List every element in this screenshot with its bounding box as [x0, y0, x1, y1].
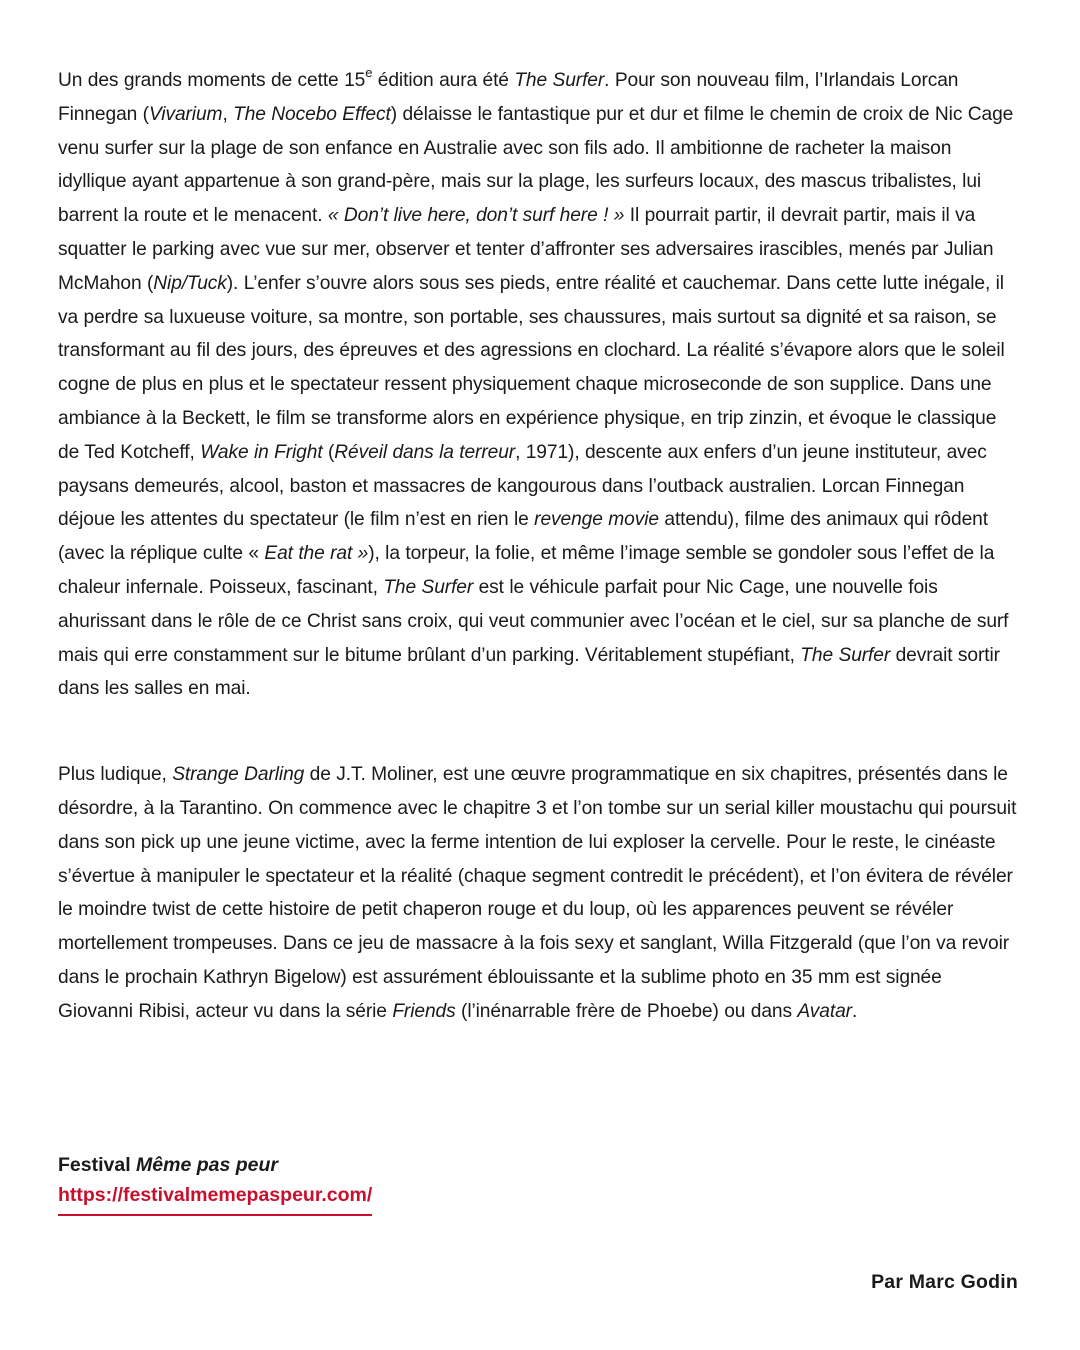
- text-run: devrait sortir dans les salles en mai.: [58, 644, 1000, 700]
- text-run: Il pourrait partir, il devrait partir, mais il va squatter le parking avec vue sur mer, observer et tenter d’affronter ses adversaires irascibles, menés par Julian McMahon (: [58, 205, 994, 294]
- text-run: ), la torpeur, la folie, et même l’image semble se gondoler sous l’effet de la chaleur infernale. Poisseux, fascinant,: [58, 543, 995, 598]
- superscript: e: [365, 64, 373, 80]
- italic-title: Strange Darling: [172, 764, 305, 786]
- italic-title: Réveil dans la terreur: [334, 441, 516, 463]
- italic-title: Wake in Fright: [200, 441, 323, 463]
- italic-title: The Surfer: [383, 576, 474, 598]
- paragraph-strange-darling: [58, 758, 1020, 1028]
- italic-title: Vivarium: [148, 103, 223, 125]
- text-run: édition aura été: [372, 70, 515, 91]
- italic-title: Eat the rat »: [264, 543, 369, 565]
- italic-title: revenge movie: [534, 509, 659, 531]
- text-run: ,: [222, 103, 234, 125]
- text-run: attendu), filme des animaux qui rôdent (avec la réplique culte «: [58, 509, 988, 565]
- festival-prefix: Festival: [58, 1154, 137, 1176]
- text-run: .: [851, 1000, 858, 1022]
- italic-title: « Don’t live here, don’t surf here ! »: [327, 205, 625, 227]
- text-run: (l’inénarrable frère de Phoebe) ou dans: [455, 1000, 798, 1022]
- text-run: est le véhicule parfait pour Nic Cage, une nouvelle fois ahurissant dans le rôle de ce Christ sans croix, qui veut communier avec l’océan et le ciel, sur sa planche de surf mais qui erre constamment sur le bitume brûlant d’un parking. Véritablement stupéfiant,: [58, 576, 1009, 666]
- festival-website-link[interactable]: https://festivalmemepaspeur.com/: [58, 1180, 372, 1216]
- italic-title: The Nocebo Effect: [233, 103, 391, 125]
- text-run: (: [322, 441, 335, 463]
- paragraph-the-surfer: [58, 64, 1020, 706]
- text-run: de J.T. Moliner, est une œuvre programmatique en six chapitres, présentés dans le désordre, à la Tarantino. On commence avec le chapitre 3 et l’on tombe sur un serial killer moustachu qui poursuit dans son pick up une jeune victime, avec la ferme intention de lui exploser la cervelle. Pour le reste, le cinéaste s’évertue à manipuler le spectateur et la réalité (chaque segment contredit le précédent), et l’on évitera de révéler le moindre twist de cette histoire de petit chaperon rouge et du loup, où les apparences peuvent se révéler mortellement trompeuses. Dans ce jeu de massacre à la fois sexy et sanglant, Willa Fitzgerald (que l’on va revoir dans le prochain Kathryn Bigelow) est assurément éblouissante et la sublime photo en 35 mm est signée Giovanni Ribisi, acteur vu dans la série: [58, 764, 1017, 1022]
- article-body: [58, 64, 1020, 1029]
- italic-title: Avatar: [797, 1000, 852, 1022]
- italic-title: The Surfer: [800, 644, 891, 666]
- italic-title: Friends: [392, 1000, 456, 1022]
- text-run: Un des grands moments de cette 15: [58, 70, 366, 91]
- italic-title: The Surfer: [514, 70, 605, 91]
- text-run: ). L’enfer s’ouvre alors sous ses pieds, entre réalité et cauchemar. Dans cette lutte inégale, il va perdre sa luxueuse voiture, sa montre, son portable, ses chaussures, mais surtout sa dignité et sa raison, se transformant au fil des jours, des épreuves et des agressions en clochard. La réalité s’évapore alors que le soleil cogne de plus en plus et le spectateur ressent physiquement chaque microseconde de son supplice. Dans une ambiance à la Beckett, le film se transforme alors en expérience physique, en trip zinzin, et évoque le classique de Ted Kotcheff,: [58, 272, 1005, 463]
- festival-name: Même pas peur: [136, 1154, 279, 1176]
- text-run: Plus ludique,: [58, 764, 173, 786]
- text-run: ) délaisse le fantastique pur et dur et filme le chemin de croix de Nic Cage venu surfer sur la plage de son enfance en Australie avec son fils ado. Il ambitionne de racheter la maison idyllique ayant appartenue à son grand-père, mais sur la plage, les surfeurs locaux, des mascus tribalistes, lui barrent la route et le menacent.: [58, 103, 1014, 227]
- text-run: , 1971), descente aux enfers d’un jeune instituteur, avec paysans demeurés, alcool, baston et massacres de kangourous dans l’outback australien. Lorcan Finnegan déjoue les attentes du spectateur (le film n’est en rien le: [58, 441, 987, 531]
- festival-title: [58, 1150, 372, 1180]
- italic-title: Nip/Tuck: [153, 272, 227, 294]
- text-run: . Pour son nouveau film, l’Irlandais Lorcan Finnegan (: [58, 70, 959, 125]
- author-byline: Par Marc Godin: [871, 1271, 1018, 1293]
- festival-block: [58, 1150, 372, 1216]
